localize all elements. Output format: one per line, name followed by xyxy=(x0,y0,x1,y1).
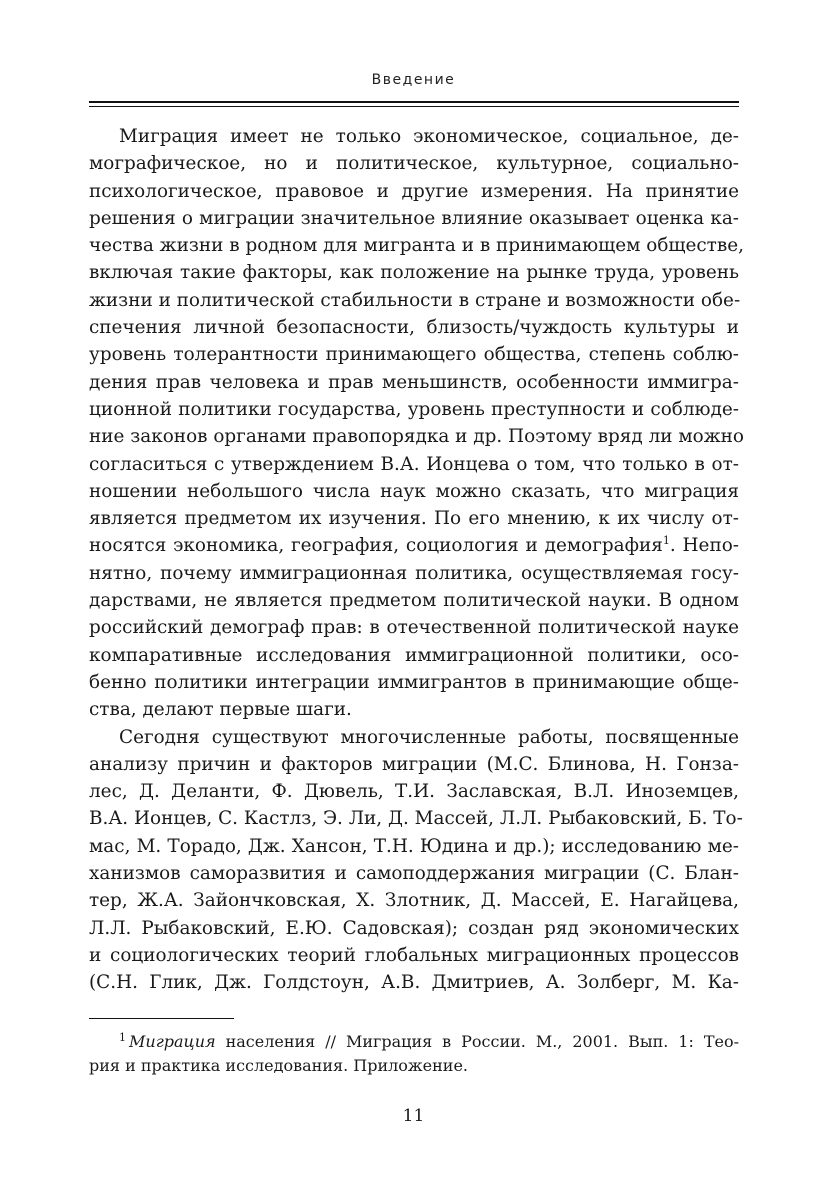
text-line: ношении небольшого числа наук можно сказать, что миграция xyxy=(89,480,739,502)
page-number: 11 xyxy=(402,1106,425,1126)
text-segment: носятся экономика, география, социология и демография xyxy=(89,535,663,557)
text-line: согласиться с утверждением В.А. Ионцева о том, что только в от- xyxy=(89,453,739,475)
text-line: компаративные исследования иммиграционной политики, осо- xyxy=(89,644,739,666)
text-line-with-footnote-ref xyxy=(89,532,739,559)
footnote xyxy=(89,1030,739,1078)
text-line: психологическое, правовое и другие измерения. На принятие xyxy=(89,180,739,202)
text-line: спечения личной безопасности, близость/чуждость культуры и xyxy=(89,317,739,339)
text-line: нятно, почему иммиграционная политика, осуществляемая госу- xyxy=(89,562,739,584)
header-rule-thin xyxy=(89,106,739,107)
footnote-line: рия и практика исследования. Приложение. xyxy=(89,1056,468,1075)
text-line: чества жизни в родном для мигранта и в принимающем обществе, xyxy=(89,235,744,257)
text-line: анализу причин и факторов миграции (М.С. Блинова, Н. Гонза- xyxy=(89,753,739,775)
text-line: дарствами, не является предметом политической науки. В одном xyxy=(89,590,739,612)
text-line: (С.Н. Глик, Дж. Голдстоун, А.В. Дмитриев, А. Золберг, М. Ка- xyxy=(89,972,739,994)
text-line: бенно политики интеграции иммигрантов в принимающие обще- xyxy=(89,671,739,693)
text-line: дения прав человека и прав меньшинств, особенности иммигра- xyxy=(89,371,739,393)
text-line: В.А. Ионцев, С. Кастлз, Э. Ли, Д. Массей, Л.Л. Рыбаковский, Б. То- xyxy=(89,808,743,830)
text-line: ние законов органами правопорядка и др. Поэтому вряд ли можно xyxy=(89,426,744,448)
text-line: и социологических теорий глобальных миграционных процессов xyxy=(89,944,739,966)
text-line: ционной политики государства, уровень преступности и соблюде- xyxy=(89,398,739,420)
footnote-line xyxy=(89,1030,739,1054)
footnote-italic-title: Миграция xyxy=(129,1032,216,1051)
footnote-separator xyxy=(89,1018,234,1019)
text-line: уровень толерантности принимающего общества, степень соблю- xyxy=(89,344,739,366)
main-text xyxy=(89,123,744,997)
text-line: ханизмов саморазвития и самоподдержания миграции (С. Блан- xyxy=(89,863,739,885)
footnote-text: населения // Миграция в России. М., 2001. Вып. 1: Тео- xyxy=(215,1032,739,1051)
text-line: Сегодня существуют многочисленные работы, посвященные xyxy=(119,726,739,748)
text-line: лес, Д. Деланти, Ф. Дювель, Т.И. Заславская, В.Л. Иноземцев, xyxy=(89,781,739,803)
footnote-number: 1 xyxy=(119,1030,126,1044)
text-line: мас, М. Торадо, Дж. Хансон, Т.Н. Юдина и др.); исследованию ме- xyxy=(89,835,739,857)
text-line: российский демограф прав: в отечественной политической науке xyxy=(89,617,739,639)
footnote-reference[interactable]: 1 xyxy=(662,534,670,548)
text-line: является предметом их изучения. По его мнению, к их числу от- xyxy=(89,508,739,530)
text-line: тер, Ж.А. Зайончковская, Х. Злотник, Д. Массей, Е. Нагайцева, xyxy=(89,890,739,912)
text-line: жизни и политической стабильности в стране и возможности обе- xyxy=(89,289,741,311)
header-rule-thick xyxy=(89,101,739,103)
text-line: Миграция имеет не только экономическое, социальное, де- xyxy=(119,126,739,147)
text-line: мографическое, но и политическое, культурное, социально- xyxy=(89,153,739,175)
running-title: Введение xyxy=(371,72,456,88)
text-segment: . Непо- xyxy=(669,535,739,557)
text-line: включая такие факторы, как положение на рынке труда, уровень xyxy=(89,262,739,284)
text-line: Л.Л. Рыбаковский, Е.Ю. Садовская); создан ряд экономических xyxy=(89,917,739,939)
text-line: решения о миграции значительное влияние оказывает оценка ка- xyxy=(89,207,739,229)
text-line: ства, делают первые шаги. xyxy=(89,699,352,721)
